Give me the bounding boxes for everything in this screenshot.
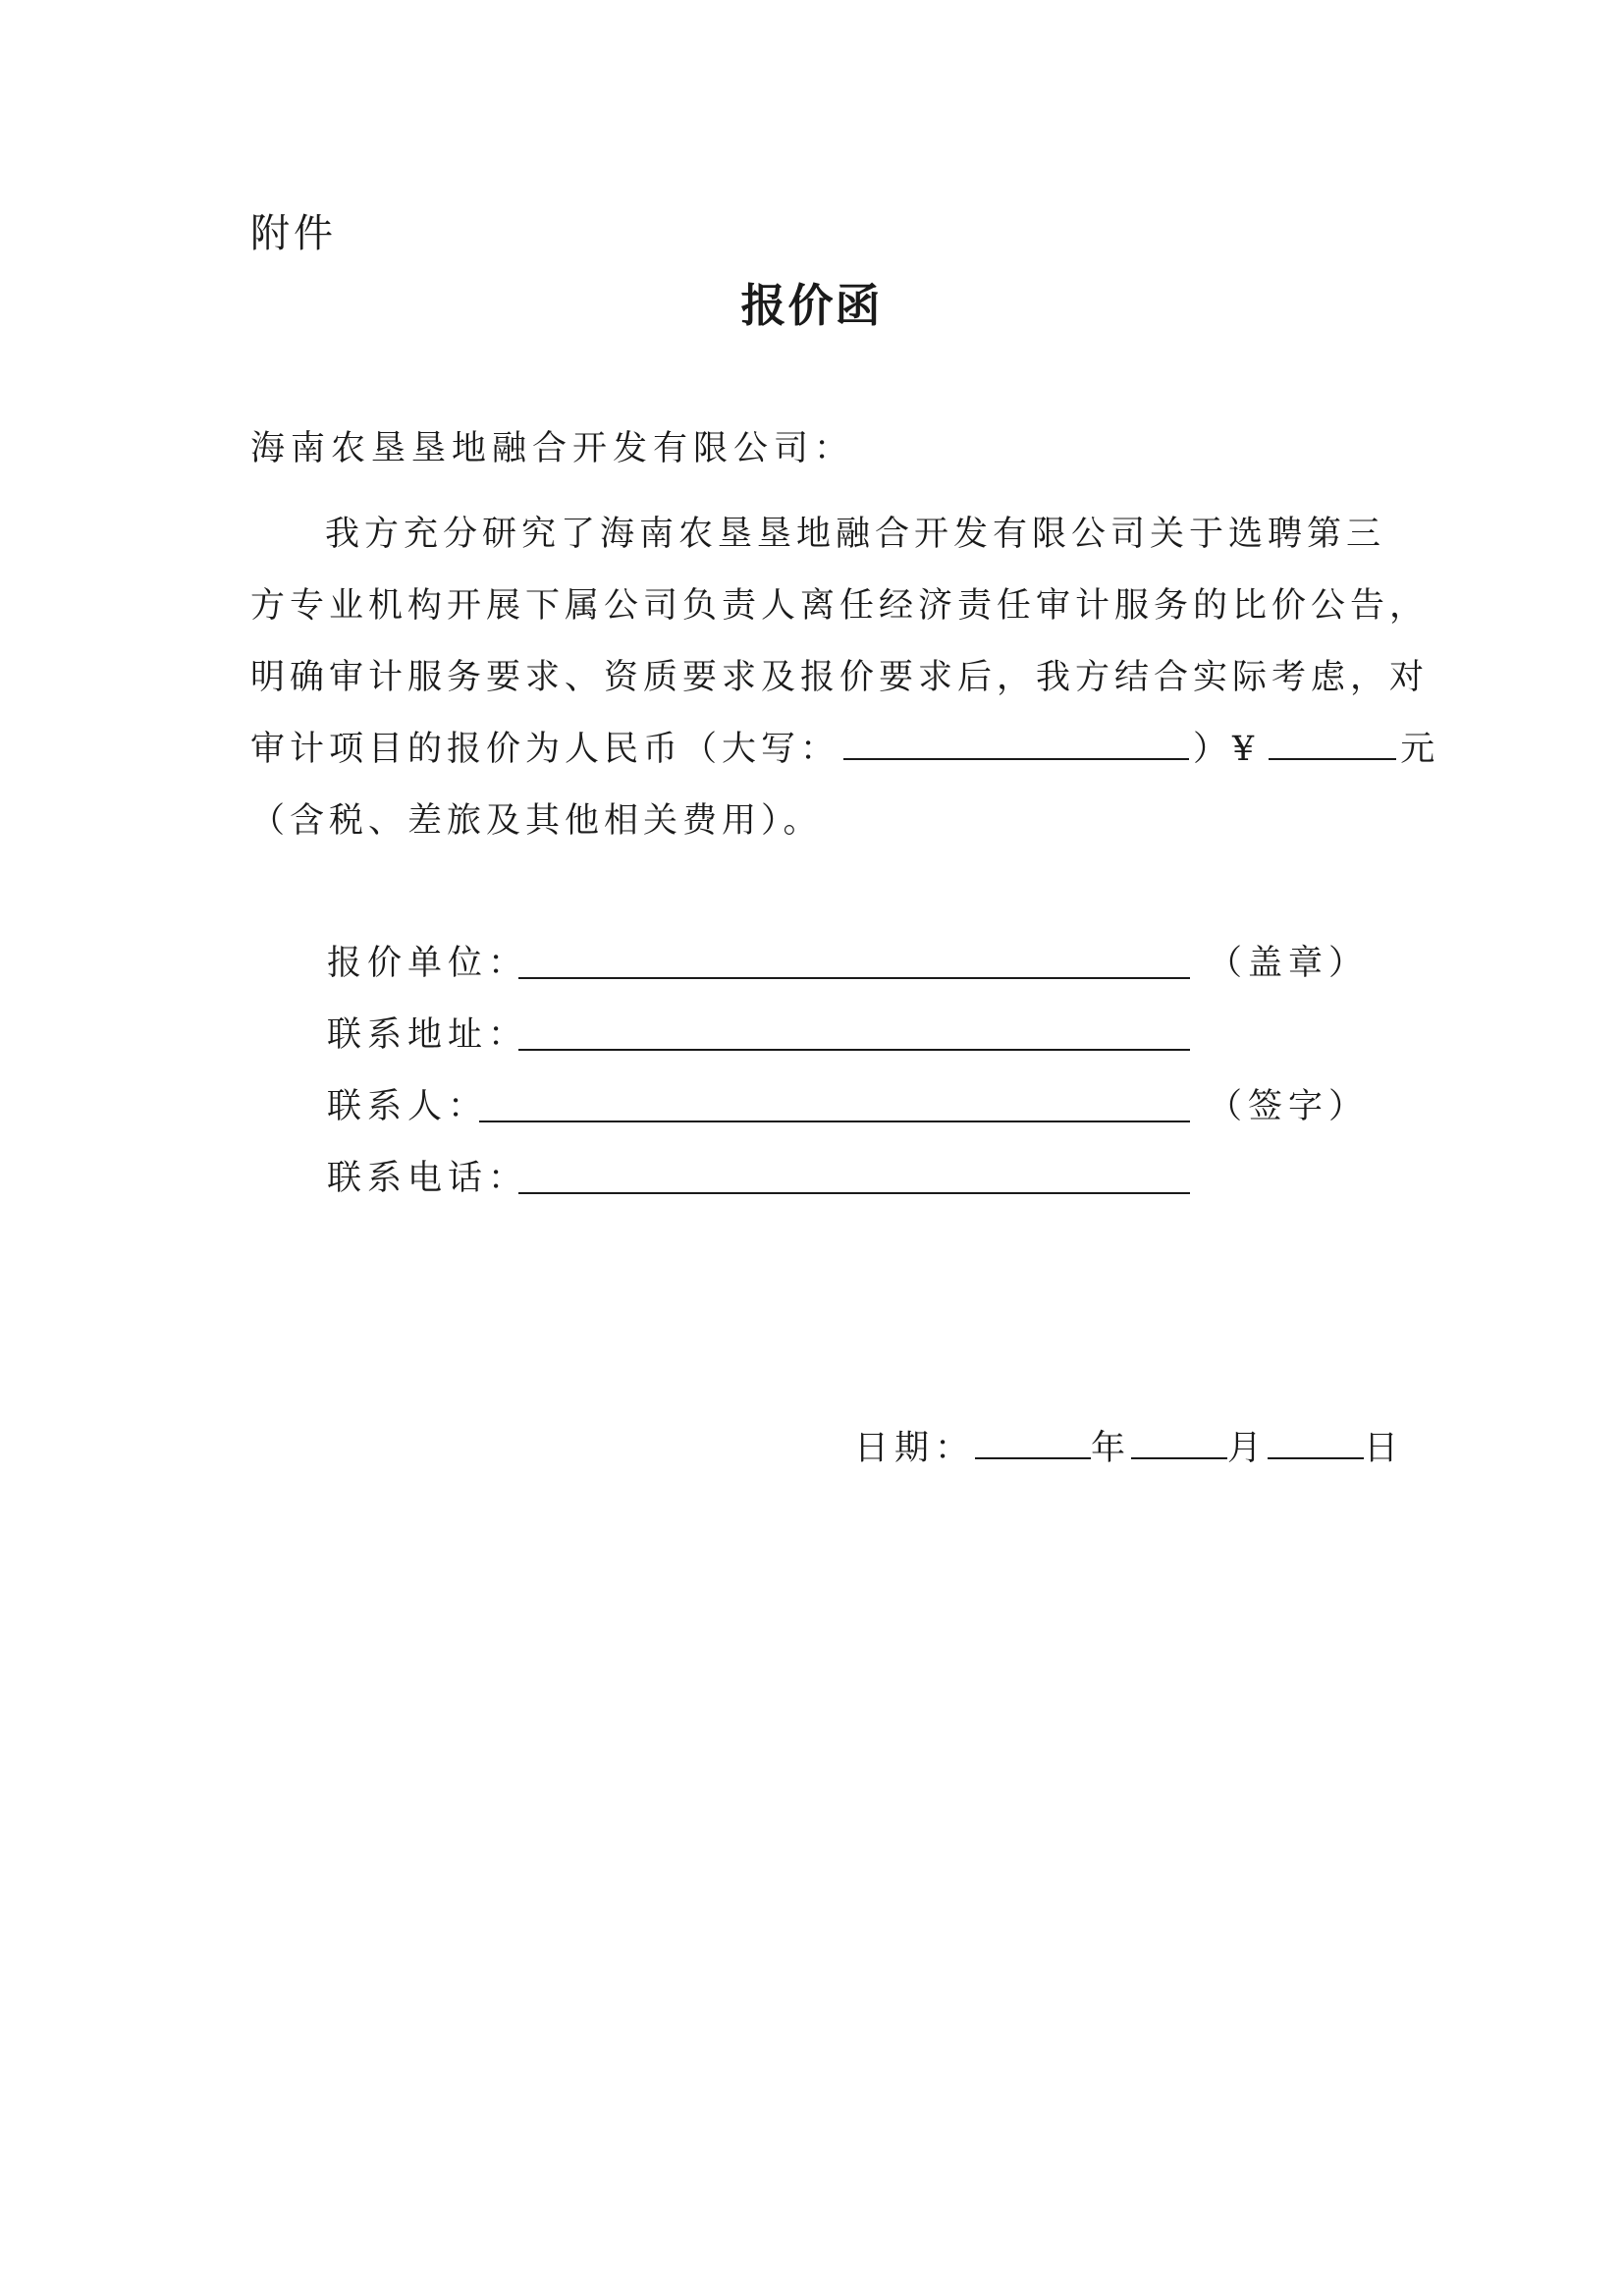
body-line-5: （含税、差旅及其他相关费用）。 [250, 801, 823, 841]
date-label: 日期： [854, 1429, 976, 1468]
year-blank[interactable] [975, 1426, 1091, 1459]
day-label: 日 [1364, 1429, 1405, 1468]
field-label: 联系人： [327, 1087, 489, 1126]
price-in-words-blank[interactable] [843, 727, 1189, 760]
address-blank[interactable] [518, 1049, 1190, 1051]
quoting-unit-blank[interactable] [518, 977, 1190, 979]
month-blank[interactable] [1131, 1426, 1227, 1459]
field-contact-person [327, 1071, 1370, 1143]
month-label: 月 [1227, 1429, 1269, 1468]
addressee: 海南农垦垦地融合开发有限公司： [250, 429, 855, 468]
field-label: 联系电话： [327, 1159, 529, 1198]
document-title: 报价函 [740, 279, 883, 332]
day-blank[interactable] [1268, 1426, 1364, 1459]
field-label: 联系地址： [327, 1015, 529, 1055]
price-currency: ）¥ [1193, 730, 1260, 769]
field-quoting-unit [327, 928, 1370, 1000]
body-paragraph [250, 499, 1440, 857]
attachment-label: 附件 [250, 211, 337, 256]
field-label: 报价单位： [327, 944, 529, 983]
date-row [854, 1426, 1404, 1466]
price-amount-blank[interactable] [1269, 727, 1396, 760]
price-unit: 元 [1400, 730, 1440, 769]
body-line-4 [250, 714, 1440, 786]
stamp-note: （盖章） [1208, 944, 1370, 983]
contact-person-blank[interactable] [479, 1121, 1190, 1122]
body-line-1: 我方充分研究了海南农垦垦地融合开发有限公司关于选聘第三 [325, 515, 1386, 554]
phone-blank[interactable] [518, 1192, 1190, 1194]
body-line-2: 方专业机构开展下属公司负责人离任经济责任审计服务的比价公告， [250, 586, 1430, 626]
field-phone [327, 1143, 528, 1215]
price-prefix: 审计项目的报价为人民币（大写： [250, 730, 840, 769]
field-address [327, 1000, 528, 1071]
year-label: 年 [1091, 1429, 1132, 1468]
signature-note: （签字） [1208, 1087, 1370, 1126]
body-line-3: 明确审计服务要求、资质要求及报价要求后，我方结合实际考虑，对 [250, 658, 1430, 697]
contact-fields [327, 928, 1370, 1215]
